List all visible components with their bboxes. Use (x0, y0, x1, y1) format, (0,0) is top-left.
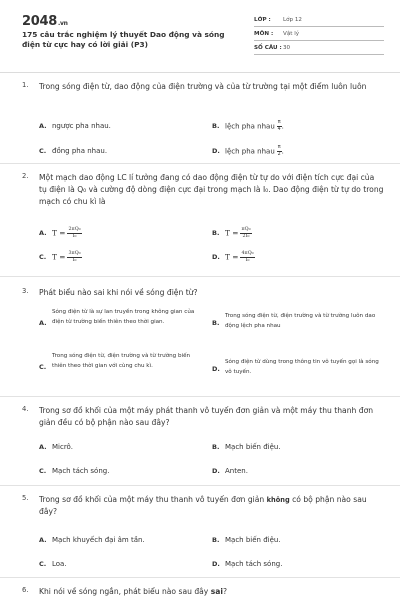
emphasis-word: không (266, 496, 290, 504)
option-letter: C. (39, 147, 47, 155)
option-letter: A. (39, 536, 47, 544)
option-text: Loa. (52, 560, 67, 568)
option-text: Anten. (225, 467, 248, 475)
question-number: 4. (22, 405, 29, 413)
meta-value: Vật lý (283, 31, 300, 37)
question-text: Một mạch dao động LC lí tưởng đang có dao động điện từ tự do với điện tích cực đại của tụ điện là Q₀ và cường độ dòng điện cực đại trong mạch là I₀. Dao động điện từ tự do trong mạch có chu kì là (39, 173, 384, 206)
option-letter: B. (212, 443, 220, 451)
question-divider (0, 396, 400, 397)
option-text: Trong sóng điện từ, điện trường và từ trường luôn dao động lệch pha nhau (225, 313, 376, 329)
option-text: lệch pha nhau $\frac{\pi}{2}$ . (225, 145, 284, 157)
option-letter: B. (212, 319, 220, 327)
question-divider (0, 163, 400, 164)
option-letter: A. (39, 122, 47, 130)
option-letter: D. (212, 365, 220, 373)
question-text: Trong sóng điện từ, dao động của điện trường và của từ trường tại một điểm luôn luôn (39, 82, 367, 91)
question-text: Trong sơ đồ khối của một máy phát thanh vô tuyến đơn giản và một máy thu thanh đơn giản đều có bộ phận nào sau đây? (39, 406, 374, 427)
option-letter: B. (212, 229, 220, 237)
question-number: 6. (22, 586, 29, 594)
page-header (0, 0, 400, 72)
option-text: Micrô. (52, 443, 73, 451)
option-text: Trong sóng điện từ, điện trường và từ trường biến thiên theo thời gian với cùng chu kì. (52, 353, 191, 369)
question-divider (0, 276, 400, 277)
site-logo[interactable] (22, 14, 68, 29)
emphasis-word: sai (210, 587, 223, 596)
option-formula: T = $\frac{\text{4πQ₀}}{\text{I₀}}$ (225, 251, 254, 263)
question-divider (0, 577, 400, 578)
option-letter: C. (39, 467, 47, 475)
question-number: 3. (22, 287, 29, 295)
logo-text: 2048 (22, 14, 57, 29)
option-text: Mạch khuyếch đại âm tần. (52, 536, 145, 544)
option-letter: A. (39, 443, 47, 451)
option-letter: D. (212, 560, 220, 568)
question-divider (0, 485, 400, 486)
question-number: 1. (22, 81, 29, 89)
option-letter: D. (212, 147, 220, 155)
option-letter: C. (39, 560, 47, 568)
meta-value: 30 (283, 45, 291, 51)
question-number: 2. (22, 172, 29, 180)
meta-label: LỚP : (254, 17, 271, 23)
option-text: Mạch tách sóng. (225, 560, 283, 568)
option-letter: D. (212, 253, 220, 261)
option-text: ngược pha nhau. (52, 122, 111, 130)
meta-value: Lớp 12 (283, 17, 302, 23)
option-letter: C. (39, 253, 47, 261)
option-formula: T = $\frac{\text{πQ₀}}{\text{2I₀}}$ (225, 227, 251, 239)
meta-row-subject (254, 29, 384, 41)
option-letter: C. (39, 363, 47, 371)
meta-label: SỐ CÂU : (254, 45, 282, 51)
option-text: lệch pha nhau $\frac{\pi}{4}$ . (225, 120, 284, 132)
option-text: Sóng điện từ là sự lan truyền trong không gian của điện từ trường biến thiên theo thời gian. (52, 309, 195, 325)
header-divider (0, 72, 400, 73)
option-text: Mạch tách sóng. (52, 467, 110, 475)
question-text: Phát biểu nào sai khi nói về sóng điện từ? (39, 288, 198, 297)
meta-row-count (254, 43, 384, 55)
logo-suffix: .vn (57, 20, 68, 27)
question-number: 5. (22, 494, 29, 502)
question-text: Trong sơ đồ khối của một máy thu thanh vô tuyến đơn giản không có bộ phận nào sau đây? (39, 495, 367, 516)
option-letter: B. (212, 122, 220, 130)
option-letter: A. (39, 319, 47, 327)
option-letter: D. (212, 467, 220, 475)
option-letter: A. (39, 229, 47, 237)
option-formula: T = $\frac{\text{2πQ₀}}{\text{I₀}}$ (52, 227, 81, 239)
option-formula: T = $\frac{\text{3πQ₀}}{\text{I₀}}$ (52, 251, 81, 263)
option-text: Mạch biến điệu. (225, 536, 281, 544)
document-title: 175 câu trắc nghiệm lý thuyết Dao động và sóng điện từ cực hay có lời giải (P3) (22, 30, 225, 49)
option-text: đồng pha nhau. (52, 147, 108, 155)
meta-row-class (254, 15, 384, 27)
option-letter: B. (212, 536, 220, 544)
option-text: Mạch biến điệu. (225, 443, 281, 451)
meta-label: MÔN : (254, 31, 274, 37)
option-text: Sóng điện từ dùng trong thông tin vô tuyến gọi là sóng vô tuyến. (225, 359, 379, 375)
question-text: Khi nói về sóng ngắn, phát biểu nào sau đây sai? (39, 587, 227, 596)
